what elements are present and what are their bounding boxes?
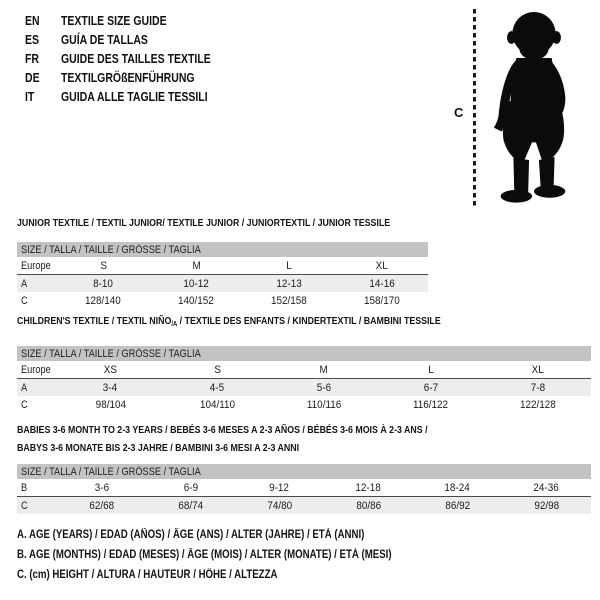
cell: 98/104 [95,398,126,411]
cell: S [164,361,271,379]
toddler-silhouette-icon [484,10,582,208]
cell: 12-18 [324,479,413,497]
children-size-table [17,346,591,413]
height-measure-label: C [454,105,464,120]
cell: L [243,257,336,275]
footnote-c: C. (cm) HEIGHT / ALTURA / HAUTEUR / HÖHE / ALTEZZA [17,569,278,581]
row-label: C [21,398,28,411]
children-title-prefix: CHILDREN'S TEXTILE / TEXTIL NIÑO [17,315,172,327]
cell: 116/122 [413,398,449,411]
row-label: Europe [17,257,57,275]
table-row [17,275,428,293]
cell: 4-5 [164,379,271,397]
cell: S [57,257,150,275]
language-code: EN [25,13,40,28]
height-measure-dashed-line [473,9,476,206]
footnote-b: B. AGE (MONTHS) / EDAD (MESES) / ÂGE (MOIS) / ALTER (MONATE) / ETÀ (MESI) [17,549,392,561]
cell: 74/80 [235,497,324,515]
table-row [17,396,591,413]
cell: 128/140 [85,294,122,307]
cell: XL [335,257,428,275]
cell: 6-7 [377,379,484,397]
cell: 7-8 [484,379,591,397]
cell: 8-10 [57,275,150,293]
cell: 86/92 [413,497,502,515]
table-row [17,479,591,497]
row-label: Europe [17,361,57,379]
children-title-suffix: / TEXTILE DES ENFANTS / KINDERTEXTIL / BAMBINI TESSILE [177,315,441,327]
table-row [17,361,591,379]
language-row-es [25,30,239,49]
babies-section-title [17,421,506,457]
language-title: GUIDE DES TAILLES TEXTILE [61,51,211,66]
language-row-fr [25,49,239,68]
cell: 140/152 [178,294,215,307]
cell: 10-12 [150,275,243,293]
language-title: TEXTILE SIZE GUIDE [61,13,167,28]
table-row [17,257,428,275]
row-label: A [17,275,57,293]
cell: 122/128 [519,398,556,411]
row-label: A [17,379,57,397]
footnote-a: A. AGE (YEARS) / EDAD (AÑOS) / ÂGE (ANS) / ALTER (JAHRE) / ETÀ (ANNI) [17,529,365,541]
table-row [17,292,428,309]
row-label: B [17,479,57,497]
babies-title-line1: BABIES 3-6 MONTH TO 2-3 YEARS / BEBÉS 3-6 MESES A 2-3 AÑOS / BÉBÉS 3-6 MOIS À 2-3 ANS / [17,424,428,436]
cell: M [150,257,243,275]
size-header-bar: SIZE / TALLA / TAILLE / GRÖSSE / TAGLIA [17,346,591,361]
cell: 3-4 [57,379,164,397]
children-title-subscript: /A [171,321,178,328]
language-row-de [25,68,239,87]
cell: 62/68 [57,497,146,515]
table-row [17,379,591,397]
language-title: GUÍA DE TALLAS [61,32,148,47]
cell: XS [57,361,164,379]
babies-size-table [17,464,591,514]
language-row-it [25,87,239,106]
language-code: ES [25,32,40,47]
language-code: IT [25,89,35,104]
language-code: FR [25,51,40,66]
cell: L [377,361,484,379]
cell: 110/116 [306,398,342,411]
children-section-title [17,315,521,328]
size-header-bar: SIZE / TALLA / TAILLE / GRÖSSE / TAGLIA [17,464,591,479]
cell: 158/170 [363,294,400,307]
cell: 3-6 [57,479,146,497]
cell: 6-9 [146,479,235,497]
junior-size-table [17,242,428,309]
babies-title-line2: BABYS 3-6 MONATE BIS 2-3 JAHRE / BAMBINI 3-6 MESI A 2-3 ANNI [17,442,300,454]
cell: 68/74 [146,497,235,515]
cell: 5-6 [271,379,378,397]
language-list [25,11,239,106]
cell: 24-36 [502,479,591,497]
cell: 14-16 [335,275,428,293]
cell: 152/158 [270,294,307,307]
table-row [17,497,591,515]
language-row-en [25,11,239,30]
cell: 104/110 [199,398,235,411]
cell: 92/98 [502,497,591,515]
cell: 9-12 [235,479,324,497]
cell: M [271,361,378,379]
cell: XL [484,361,591,379]
junior-section-title: JUNIOR TEXTILE / TEXTIL JUNIOR/ TEXTILE JUNIOR / JUNIORTEXTIL / JUNIOR TESSILE [17,217,391,229]
footnotes [17,529,463,589]
language-code: DE [25,70,40,85]
cell: 80/86 [324,497,413,515]
row-label: C [17,497,57,515]
cell: 12-13 [243,275,336,293]
size-header-bar: SIZE / TALLA / TAILLE / GRÖSSE / TAGLIA [17,242,428,257]
row-label: C [21,294,28,307]
language-title: GUIDA ALLE TAGLIE TESSILI [61,89,208,104]
cell: 18-24 [413,479,502,497]
language-title: TEXTILGRÖßENFÜHRUNG [61,70,195,85]
